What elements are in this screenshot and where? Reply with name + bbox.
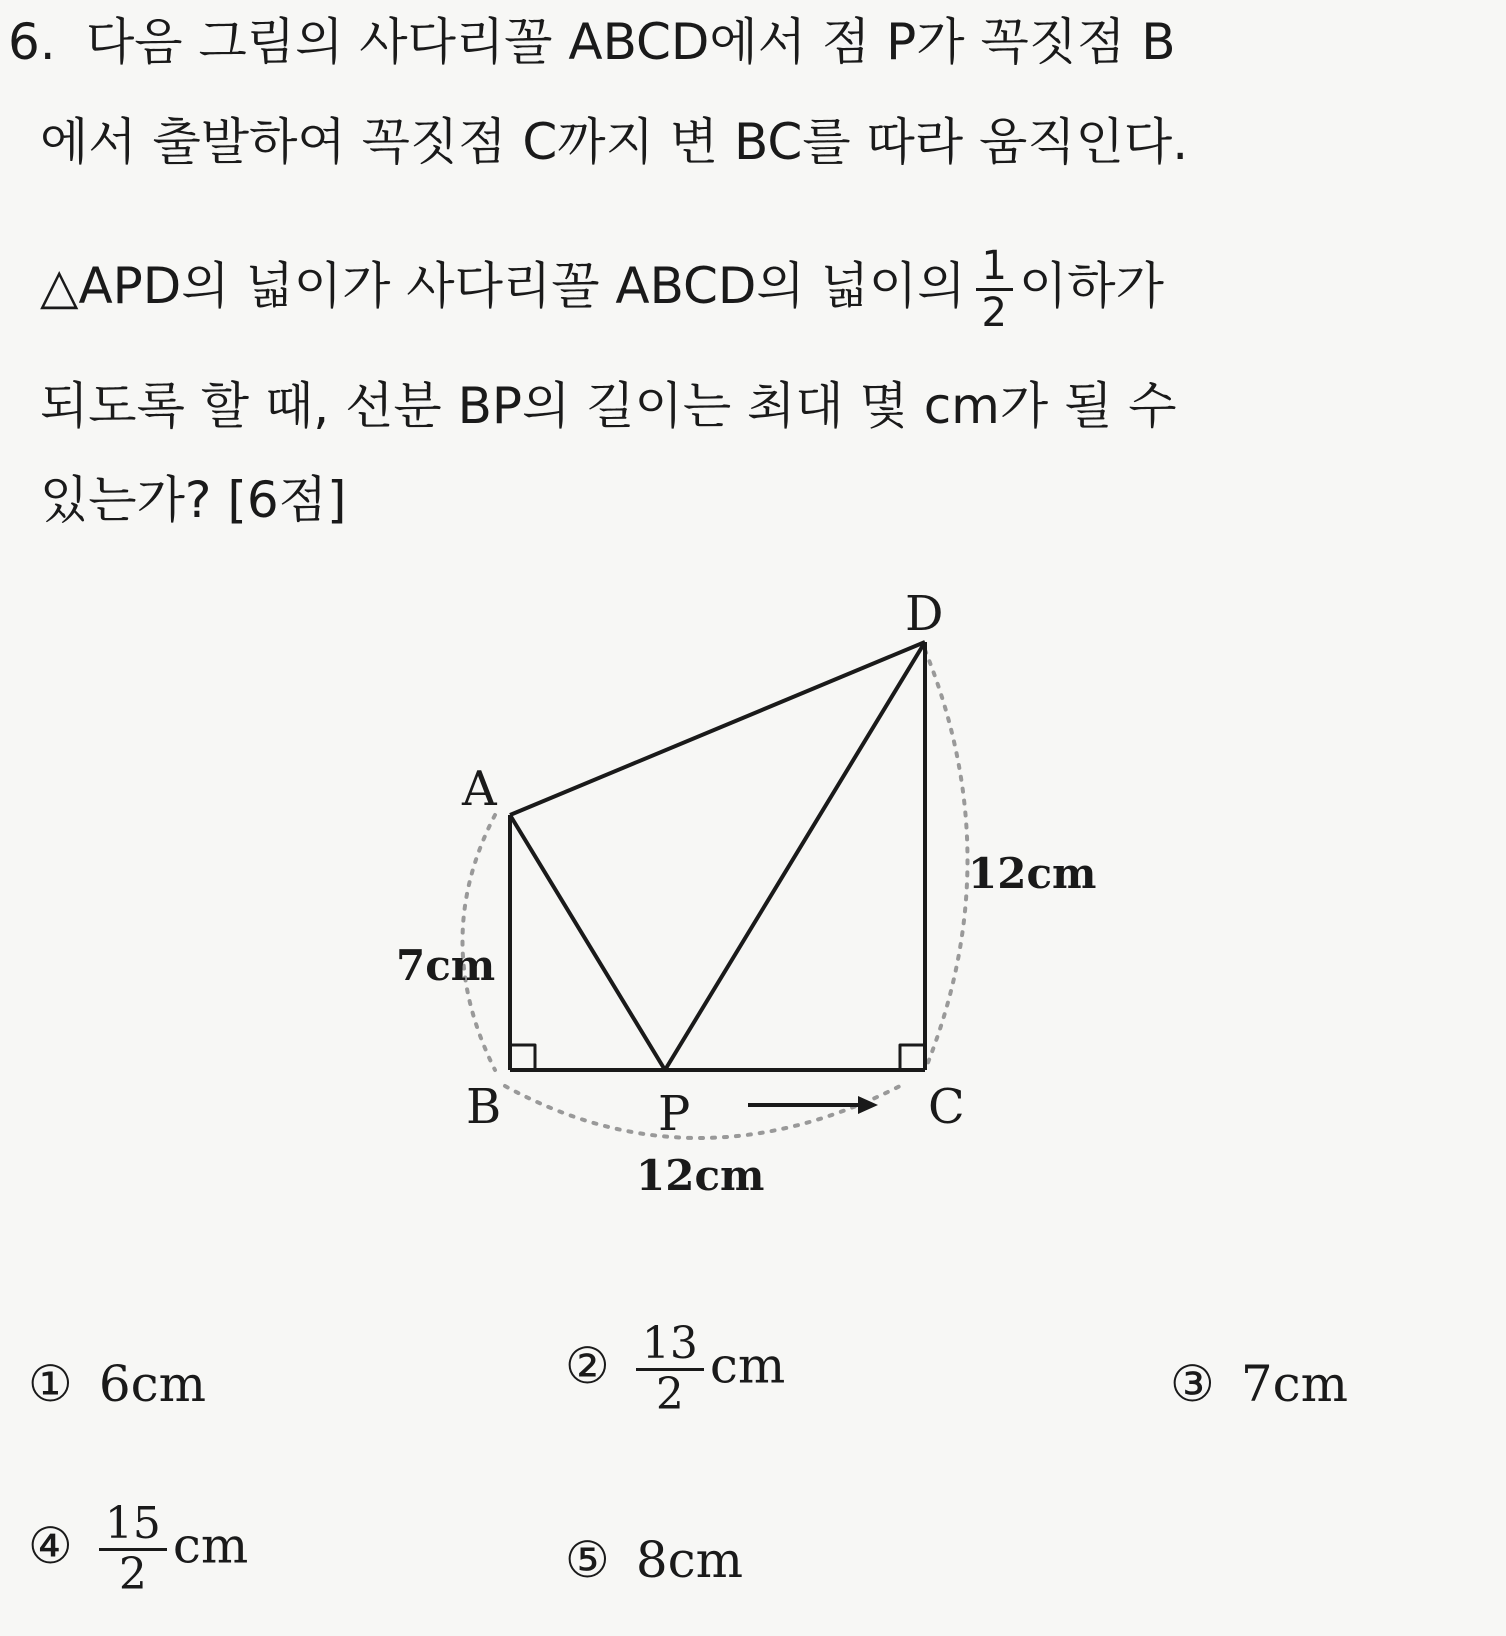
question-text-4: 되도록 할 때, 선분 BP의 길이는 최대 몇 cm가 될 수 <box>40 377 1177 435</box>
choice-4[interactable] <box>28 1500 248 1599</box>
fraction-denominator: 2 <box>981 290 1007 336</box>
choice-2-numerator: 13 <box>636 1320 704 1371</box>
choice-2-mark: ② <box>565 1336 610 1395</box>
dimension-label-ab: 7cm <box>396 941 496 990</box>
segment-ap <box>510 815 665 1070</box>
choice-3-text: 7cm <box>1240 1355 1349 1413</box>
direction-arrow <box>748 1096 878 1114</box>
choice-1-mark: ① <box>28 1355 73 1413</box>
choice-4-denominator: 2 <box>118 1549 147 1600</box>
dimension-arc-dc <box>925 650 968 1070</box>
choice-2-unit: cm <box>709 1336 786 1395</box>
label-d: D <box>905 590 944 642</box>
right-angle-c <box>900 1045 925 1070</box>
dimension-label-bc: 12cm <box>636 1151 765 1200</box>
choice-4-unit: cm <box>172 1516 249 1575</box>
choice-4-fraction <box>99 1500 167 1599</box>
question-text-5: 있는가? [6점] <box>40 471 347 529</box>
question-number: 6. <box>8 13 56 71</box>
choice-2-fraction <box>636 1320 704 1419</box>
choice-5-mark: ⑤ <box>565 1531 610 1589</box>
question-line-5 <box>0 470 1506 530</box>
label-a: A <box>462 761 497 817</box>
label-b: B <box>466 1079 502 1135</box>
choice-5-text: 8cm <box>635 1531 744 1589</box>
label-p: P <box>658 1086 691 1142</box>
segment-pd <box>665 642 925 1070</box>
choice-2[interactable] <box>565 1320 785 1419</box>
choice-1-text: 6cm <box>98 1355 207 1413</box>
fraction-one-half <box>976 244 1013 335</box>
choice-5[interactable] <box>565 1530 743 1590</box>
choice-3[interactable] <box>1170 1354 1348 1414</box>
trapezoid-figure <box>0 590 1506 1230</box>
dimension-label-dc: 12cm <box>968 849 1097 898</box>
choice-4-mark: ④ <box>28 1516 73 1575</box>
question-text-3-prefix: △APD의 넓이가 사다리꼴 ABCD의 넓이의 <box>40 257 966 315</box>
question-line-2 <box>0 112 1506 172</box>
question-line-4 <box>0 376 1506 436</box>
question-line-1 <box>0 12 1480 72</box>
question-text-1: 다음 그림의 사다리꼴 ABCD에서 점 P가 꼭짓점 B <box>86 13 1176 71</box>
question-line-3 <box>0 244 1506 335</box>
fraction-numerator: 1 <box>976 244 1013 291</box>
choice-3-mark: ③ <box>1170 1355 1215 1413</box>
choice-1[interactable] <box>28 1354 206 1414</box>
question-text-3-suffix: 이하가 <box>1018 257 1164 315</box>
right-angle-b <box>510 1045 535 1070</box>
dimension-arc-bc <box>505 1086 900 1138</box>
label-c: C <box>928 1079 965 1135</box>
choice-4-numerator: 15 <box>99 1500 167 1551</box>
question-text-2: 에서 출발하여 꼭짓점 C까지 변 BC를 따라 움직인다. <box>40 113 1189 171</box>
choice-2-denominator: 2 <box>655 1369 684 1420</box>
side-da <box>510 642 925 815</box>
